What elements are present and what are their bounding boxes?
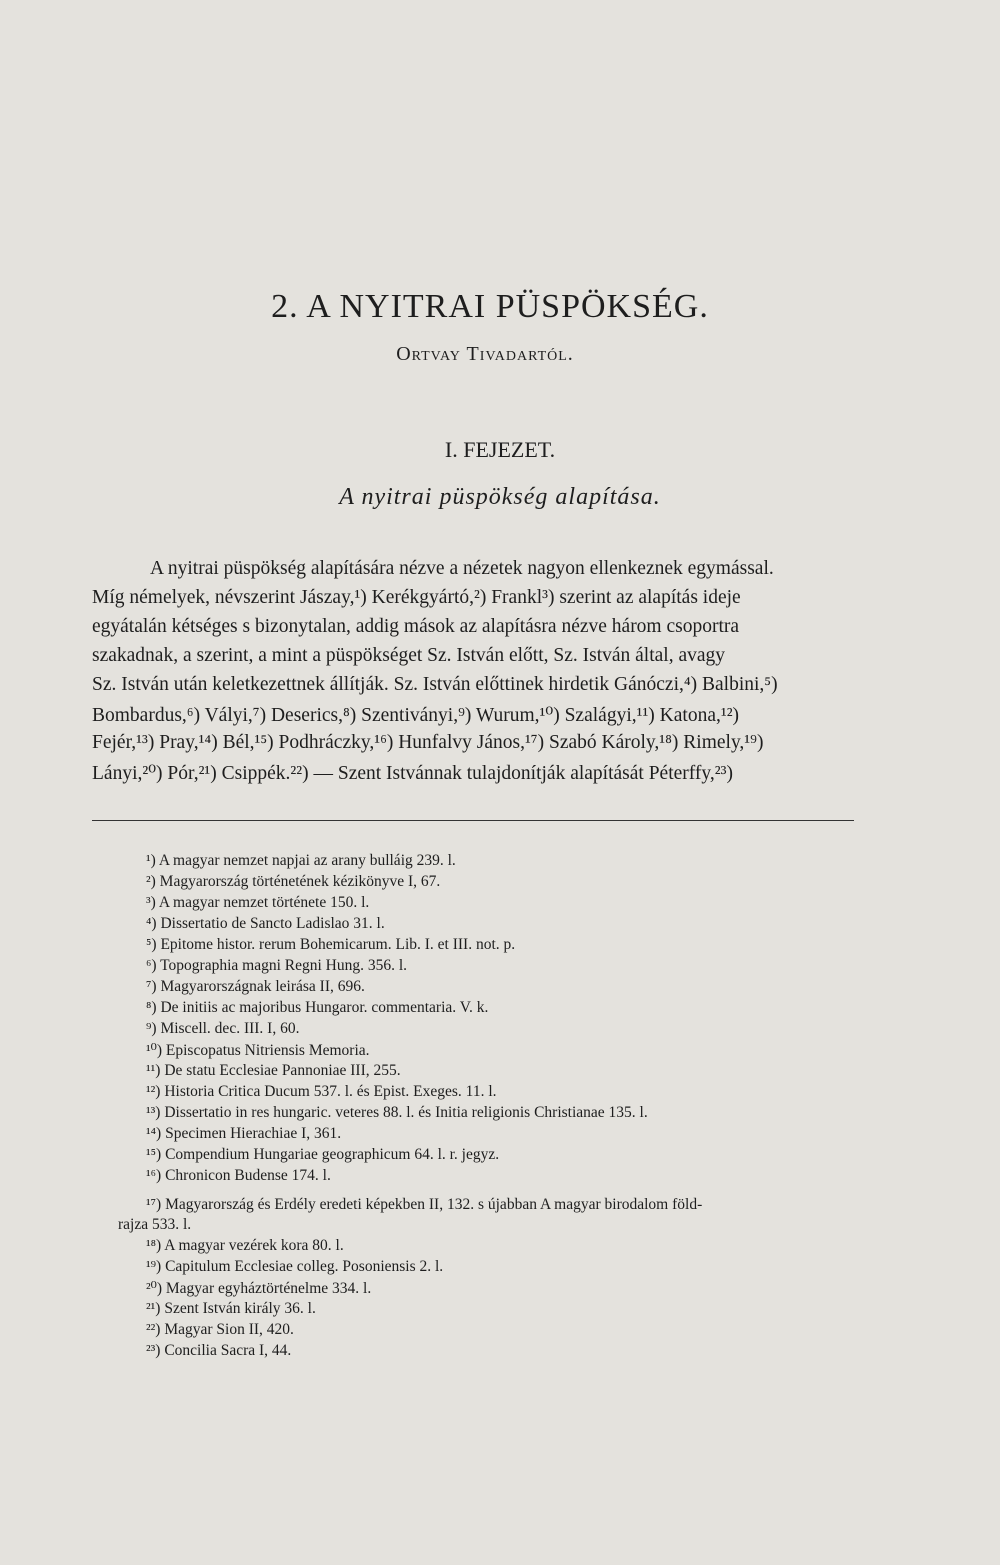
footnote: ⁶) Topographia magni Regni Hung. 356. l. (146, 957, 408, 974)
body-line: egyátalán kétséges s bizonytalan, addig mások az alapításra nézve három csoportra (92, 616, 740, 637)
footnote-divider (92, 820, 854, 821)
footnote: ²) Magyarország történetének kézikönyve I, 67. (146, 873, 441, 890)
footnote: ¹⁰) Episcopatus Nitriensis Memoria. (146, 1042, 370, 1059)
footnote: ²¹) Szent István király 36. l. (146, 1300, 316, 1317)
body-line: Lányi,²⁰) Pór,²¹) Csippék.²²) — Szent Istvánnak tulajdonítják alapítását Péterffy,²³) (92, 763, 733, 784)
footnote: ¹) A magyar nemzet napjai az arany bulláig 239. l. (146, 852, 456, 869)
footnote: ¹⁴) Specimen Hierachiae I, 361. (146, 1125, 342, 1142)
footnote: ⁴) Dissertatio de Sancto Ladislao 31. l. (146, 915, 385, 932)
body-line: szakadnak, a szerint, a mint a püspökséget Sz. István előtt, Sz. István által, avagy (92, 645, 726, 666)
footnote: ¹³) Dissertatio in res hungaric. veteres 88. l. és Initia religionis Christianae 135. l. (146, 1104, 648, 1121)
footnote: ¹⁸) A magyar vezérek kora 80. l. (146, 1237, 344, 1254)
footnote: ⁹) Miscell. dec. III. I, 60. (146, 1020, 300, 1037)
footnote: ⁷) Magyarországnak leirása II, 696. (146, 978, 365, 995)
footnote: ²²) Magyar Sion II, 420. (146, 1321, 294, 1338)
footnote: ³) A magyar nemzet története 150. l. (146, 894, 370, 911)
body-line: Bombardus,⁶) Vályi,⁷) Deserics,⁸) Szentiványi,⁹) Wurum,¹⁰) Szalágyi,¹¹) Katona,¹²) (92, 705, 740, 726)
footnote: ¹²) Historia Critica Ducum 537. l. és Epist. Exeges. 11. l. (146, 1083, 497, 1100)
footnote: ¹⁶) Chronicon Budense 174. l. (146, 1167, 331, 1184)
body-line: Fejér,¹³) Pray,¹⁴) Bél,¹⁵) Podhráczky,¹⁶) Hunfalvy János,¹⁷) Szabó Károly,¹⁸) Rimely,¹⁹) (92, 732, 764, 753)
footnote: ⁵) Epitome histor. rerum Bohemicarum. Lib. I. et III. not. p. (146, 936, 516, 953)
body-line: Míg némelyek, névszerint Jászay,¹) Kerékgyártó,²) Frankl³) szerint az alapítás ideje (92, 587, 741, 608)
body-line: Sz. István után keletkezettnek állítják. Sz. István előttinek hirdetik Gánóczi,⁴) Balbini,⁵) (92, 674, 778, 695)
author-line: Ortvay Tivadartól. (396, 343, 574, 365)
chapter-subtitle: A nyitrai püspökség alapítása. (339, 484, 661, 510)
body-line: A nyitrai püspökség alapítására nézve a nézetek nagyon ellenkeznek egymással. (150, 558, 774, 579)
footnote: ¹⁷) Magyarország és Erdély eredeti képekben II, 132. s újabban A magyar birodalom föld- (146, 1196, 703, 1213)
footnote: ¹¹) De statu Ecclesiae Pannoniae III, 255. (146, 1062, 401, 1079)
footnote: ¹⁹) Capitulum Ecclesiae colleg. Posoniensis 2. l. (146, 1258, 444, 1275)
footnote: ¹⁵) Compendium Hungariae geographicum 64. l. r. jegyz. (146, 1146, 500, 1163)
chapter-heading: I. FEJEZET. (444, 437, 556, 462)
footnote: ²⁰) Magyar egyháztörténelme 334. l. (146, 1280, 372, 1297)
footnote: ²³) Concilia Sacra I, 44. (146, 1342, 292, 1359)
article-title: 2. A NYITRAI PÜSPÖKSÉG. (271, 288, 709, 325)
footnote-continuation: rajza 533. l. (118, 1216, 192, 1233)
footnote: ⁸) De initiis ac majoribus Hungaror. commentaria. V. k. (146, 999, 489, 1016)
